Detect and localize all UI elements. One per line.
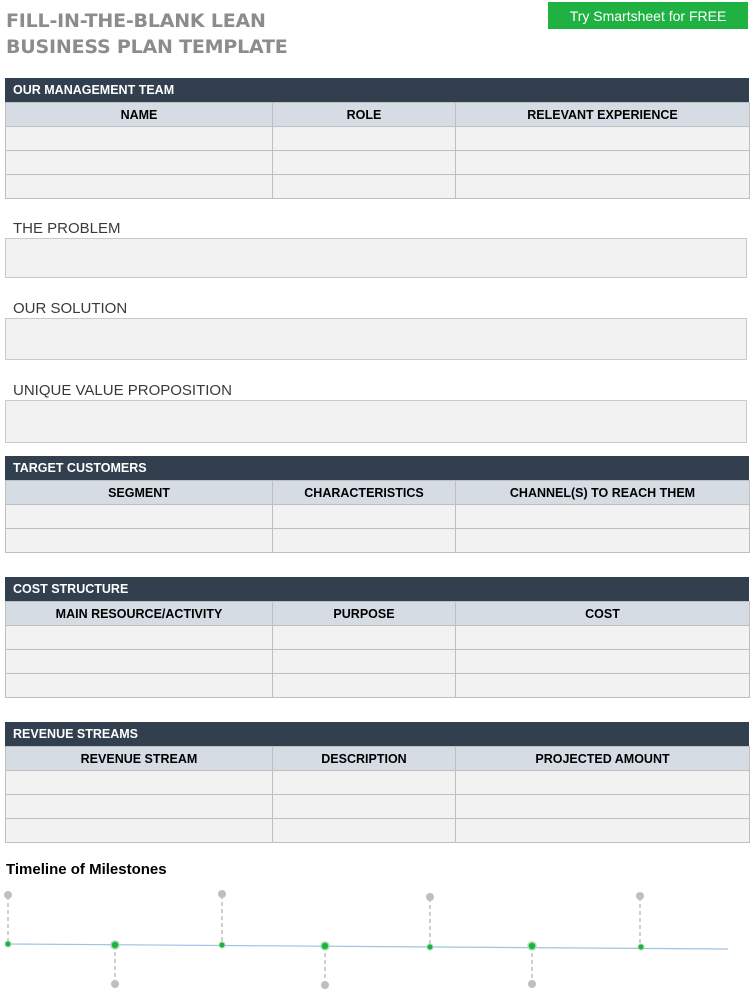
table-cell[interactable] bbox=[273, 505, 456, 529]
table-row bbox=[6, 505, 750, 529]
timeline-title: Timeline of Milestones bbox=[6, 861, 167, 878]
revenue-streams-header: REVENUE STREAMS bbox=[5, 722, 749, 746]
table-cell[interactable] bbox=[6, 650, 273, 674]
target-customers-section bbox=[5, 456, 749, 553]
milestone-6[interactable] bbox=[528, 942, 536, 988]
column-header-revenue-stream: REVENUE STREAM bbox=[6, 747, 273, 771]
milestone-2[interactable] bbox=[111, 941, 119, 988]
solution-field[interactable] bbox=[5, 318, 747, 360]
table-cell[interactable] bbox=[6, 175, 273, 199]
cost-structure-header: COST STRUCTURE bbox=[5, 577, 749, 601]
unique-value-proposition-label: UNIQUE VALUE PROPOSITION bbox=[13, 382, 232, 399]
milestone-3[interactable] bbox=[218, 890, 226, 948]
page-title-line-2: BUSINESS PLAN TEMPLATE bbox=[6, 36, 288, 58]
table-cell[interactable] bbox=[273, 795, 456, 819]
table-cell[interactable] bbox=[6, 151, 273, 175]
try-smartsheet-button[interactable]: Try Smartsheet for FREE bbox=[548, 2, 748, 29]
management-team-header: OUR MANAGEMENT TEAM bbox=[5, 78, 749, 102]
column-header-channels: CHANNEL(S) TO REACH THEM bbox=[456, 481, 750, 505]
table-row bbox=[6, 819, 750, 843]
column-header-characteristics: CHARACTERISTICS bbox=[273, 481, 456, 505]
table-cell[interactable] bbox=[6, 795, 273, 819]
table-cell[interactable] bbox=[456, 819, 750, 843]
column-header-name: NAME bbox=[6, 103, 273, 127]
problem-label: THE PROBLEM bbox=[13, 220, 121, 237]
management-team-table bbox=[5, 102, 750, 199]
revenue-streams-table bbox=[5, 746, 750, 843]
column-header-relevant-experience: RELEVANT EXPERIENCE bbox=[456, 103, 750, 127]
table-cell[interactable] bbox=[456, 505, 750, 529]
table-cell[interactable] bbox=[273, 650, 456, 674]
table-cell[interactable] bbox=[456, 626, 750, 650]
table-cell[interactable] bbox=[273, 529, 456, 553]
table-cell[interactable] bbox=[456, 175, 750, 199]
milestone-4[interactable] bbox=[321, 942, 329, 989]
table-cell[interactable] bbox=[456, 529, 750, 553]
table-cell[interactable] bbox=[273, 626, 456, 650]
table-cell[interactable] bbox=[6, 626, 273, 650]
table-row bbox=[6, 650, 750, 674]
table-row bbox=[6, 771, 750, 795]
table-cell[interactable] bbox=[273, 175, 456, 199]
table-row bbox=[6, 151, 750, 175]
cost-structure-section bbox=[5, 577, 749, 698]
table-row bbox=[6, 529, 750, 553]
cost-structure-table bbox=[5, 601, 750, 698]
table-cell[interactable] bbox=[273, 674, 456, 698]
page-title bbox=[6, 8, 288, 60]
page-title-line-1: FILL-IN-THE-BLANK LEAN bbox=[6, 10, 266, 32]
column-header-role: ROLE bbox=[273, 103, 456, 127]
table-cell[interactable] bbox=[6, 127, 273, 151]
milestone-5[interactable] bbox=[426, 893, 434, 950]
table-row bbox=[6, 795, 750, 819]
column-header-description: DESCRIPTION bbox=[273, 747, 456, 771]
column-header-purpose: PURPOSE bbox=[273, 602, 456, 626]
table-cell[interactable] bbox=[456, 650, 750, 674]
table-cell[interactable] bbox=[273, 151, 456, 175]
table-row bbox=[6, 626, 750, 650]
table-cell[interactable] bbox=[6, 819, 273, 843]
table-cell[interactable] bbox=[6, 674, 273, 698]
table-cell[interactable] bbox=[6, 771, 273, 795]
table-cell[interactable] bbox=[273, 127, 456, 151]
table-cell[interactable] bbox=[6, 529, 273, 553]
table-cell[interactable] bbox=[273, 771, 456, 795]
problem-field[interactable] bbox=[5, 238, 747, 278]
target-customers-table bbox=[5, 480, 750, 553]
milestone-1[interactable] bbox=[4, 891, 12, 947]
table-cell[interactable] bbox=[273, 819, 456, 843]
target-customers-header: TARGET CUSTOMERS bbox=[5, 456, 749, 480]
management-team-section bbox=[5, 78, 749, 199]
column-header-segment: SEGMENT bbox=[6, 481, 273, 505]
table-cell[interactable] bbox=[6, 505, 273, 529]
column-header-cost: COST bbox=[456, 602, 750, 626]
table-cell[interactable] bbox=[456, 127, 750, 151]
table-row bbox=[6, 674, 750, 698]
column-header-main-resource: MAIN RESOURCE/ACTIVITY bbox=[6, 602, 273, 626]
table-cell[interactable] bbox=[456, 795, 750, 819]
table-cell[interactable] bbox=[456, 674, 750, 698]
revenue-streams-section bbox=[5, 722, 749, 843]
table-row bbox=[6, 175, 750, 199]
milestone-timeline bbox=[0, 880, 752, 993]
unique-value-proposition-field[interactable] bbox=[5, 400, 747, 443]
column-header-projected-amount: PROJECTED AMOUNT bbox=[456, 747, 750, 771]
solution-label: OUR SOLUTION bbox=[13, 300, 128, 317]
table-cell[interactable] bbox=[456, 151, 750, 175]
table-row bbox=[6, 127, 750, 151]
milestone-7[interactable] bbox=[636, 892, 644, 950]
table-cell[interactable] bbox=[456, 771, 750, 795]
